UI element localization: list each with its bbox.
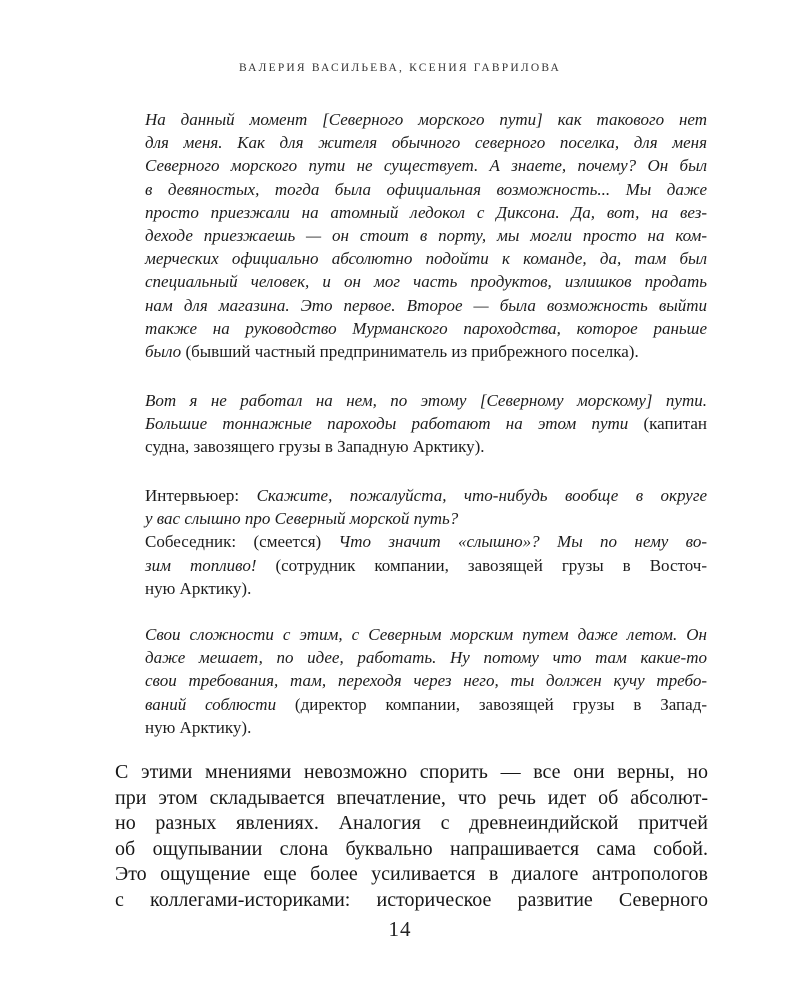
quote-line: в девяностых, тогда была официальная возможность... Мы даже: [145, 179, 707, 199]
quote-line: [145, 412, 707, 435]
quote-attribution: судна, завозящего грузы в Западную Арктику).: [145, 437, 485, 457]
quote-line: [145, 554, 707, 577]
quote-line: Вот я не работал на нем, по этому [Северному морскому] пути.: [145, 391, 707, 410]
quote-line: даже мешает, по идее, работать. Ну потому что там какие-то: [145, 648, 707, 668]
answer-text: зим топливо!: [145, 555, 257, 575]
quote-block: [145, 389, 707, 459]
quote-line: [145, 530, 707, 553]
body-line: Это ощущение еще более усиливается в диалоге антропологов: [115, 863, 708, 886]
respondent-label: Собеседник:: [145, 532, 254, 552]
quote-block: [145, 623, 707, 739]
body-paragraph: [115, 760, 708, 914]
running-header: ВАЛЕРИЯ ВАСИЛЬЕВА, КСЕНИЯ ГАВРИЛОВА: [238, 62, 562, 74]
quote-line: нам для магазина. Это первое. Второе — была возможность выйти: [145, 295, 707, 315]
quote-line: просто приезжали на атомный ледокол с Диксона. Да, вот, на вез-: [145, 202, 707, 222]
quote-attribution: (бывший частный предприниматель из прибрежного поселка).: [181, 342, 639, 362]
page-number: 14: [388, 917, 412, 941]
question-text: у вас слышно про Северный морской путь?: [145, 509, 459, 529]
quote-attribution: (капитан: [628, 414, 707, 434]
body-line: но разных явлениях. Аналогия с древнеиндийской притчей: [115, 812, 708, 835]
quote-line: [145, 693, 707, 716]
quote-line: мерческих официально абсолютно подойти к команде, да, там был: [145, 249, 707, 269]
quote-line: свои требования, там, переходя через него, ты должен кучу требо-: [145, 671, 707, 691]
quote-line: Свои сложности с этим, с Северным морским путем даже летом. Он: [145, 625, 707, 644]
quote-attribution: ную Арктику).: [145, 578, 252, 598]
quote-attribution: ную Арктику).: [145, 717, 252, 737]
quote-attribution: (сотрудник компании, завозящей грузы в Восточ-: [256, 555, 707, 575]
dialogue-block: [145, 484, 707, 600]
quote-text: было: [145, 342, 182, 362]
quote-block: [145, 108, 707, 363]
question-text: Скажите, пожалуйста, что-нибудь вообще в округе: [256, 486, 707, 505]
quote-text: Большие тоннажные пароходы работают на этом пути: [145, 414, 629, 434]
quote-line: [145, 340, 707, 363]
quote-line: Северного морского пути не существует. А знаете, почему? Он был: [145, 156, 707, 176]
remark-text: (смеется): [253, 532, 339, 552]
quote-line: также на руководство Мурманского пароходства, которое раньше: [145, 318, 707, 338]
body-line: при этом складывается впечатление, что речь идет об абсолют-: [115, 786, 708, 809]
quote-attribution: (директор компании, завозящей грузы в Запад-: [276, 694, 708, 714]
body-line: с коллегами-историками: историческое развитие Северного: [115, 888, 708, 911]
body-line: С этими мнениями невозможно спорить — все они верны, но: [115, 761, 708, 783]
quote-line: деходе приезжаешь — он стоит в порту, мы могли просто на ком-: [145, 226, 707, 246]
quote-line: для меня. Как для жителя обычного северного поселка, для меня: [145, 133, 707, 153]
quote-text: ваний соблюсти: [145, 694, 277, 714]
body-line: об ощупывании слона буквально напрашивается сама собой.: [115, 837, 708, 860]
quote-line: [145, 484, 707, 507]
quote-line: специальный человек, и он мог часть продуктов, излишков продать: [145, 272, 707, 292]
answer-text: Что значит «слышно»? Мы по нему во-: [338, 532, 707, 552]
quote-line: На данный момент [Северного морского пути] как такового нет: [145, 110, 707, 129]
interviewer-label: Интервьюер:: [145, 486, 257, 505]
